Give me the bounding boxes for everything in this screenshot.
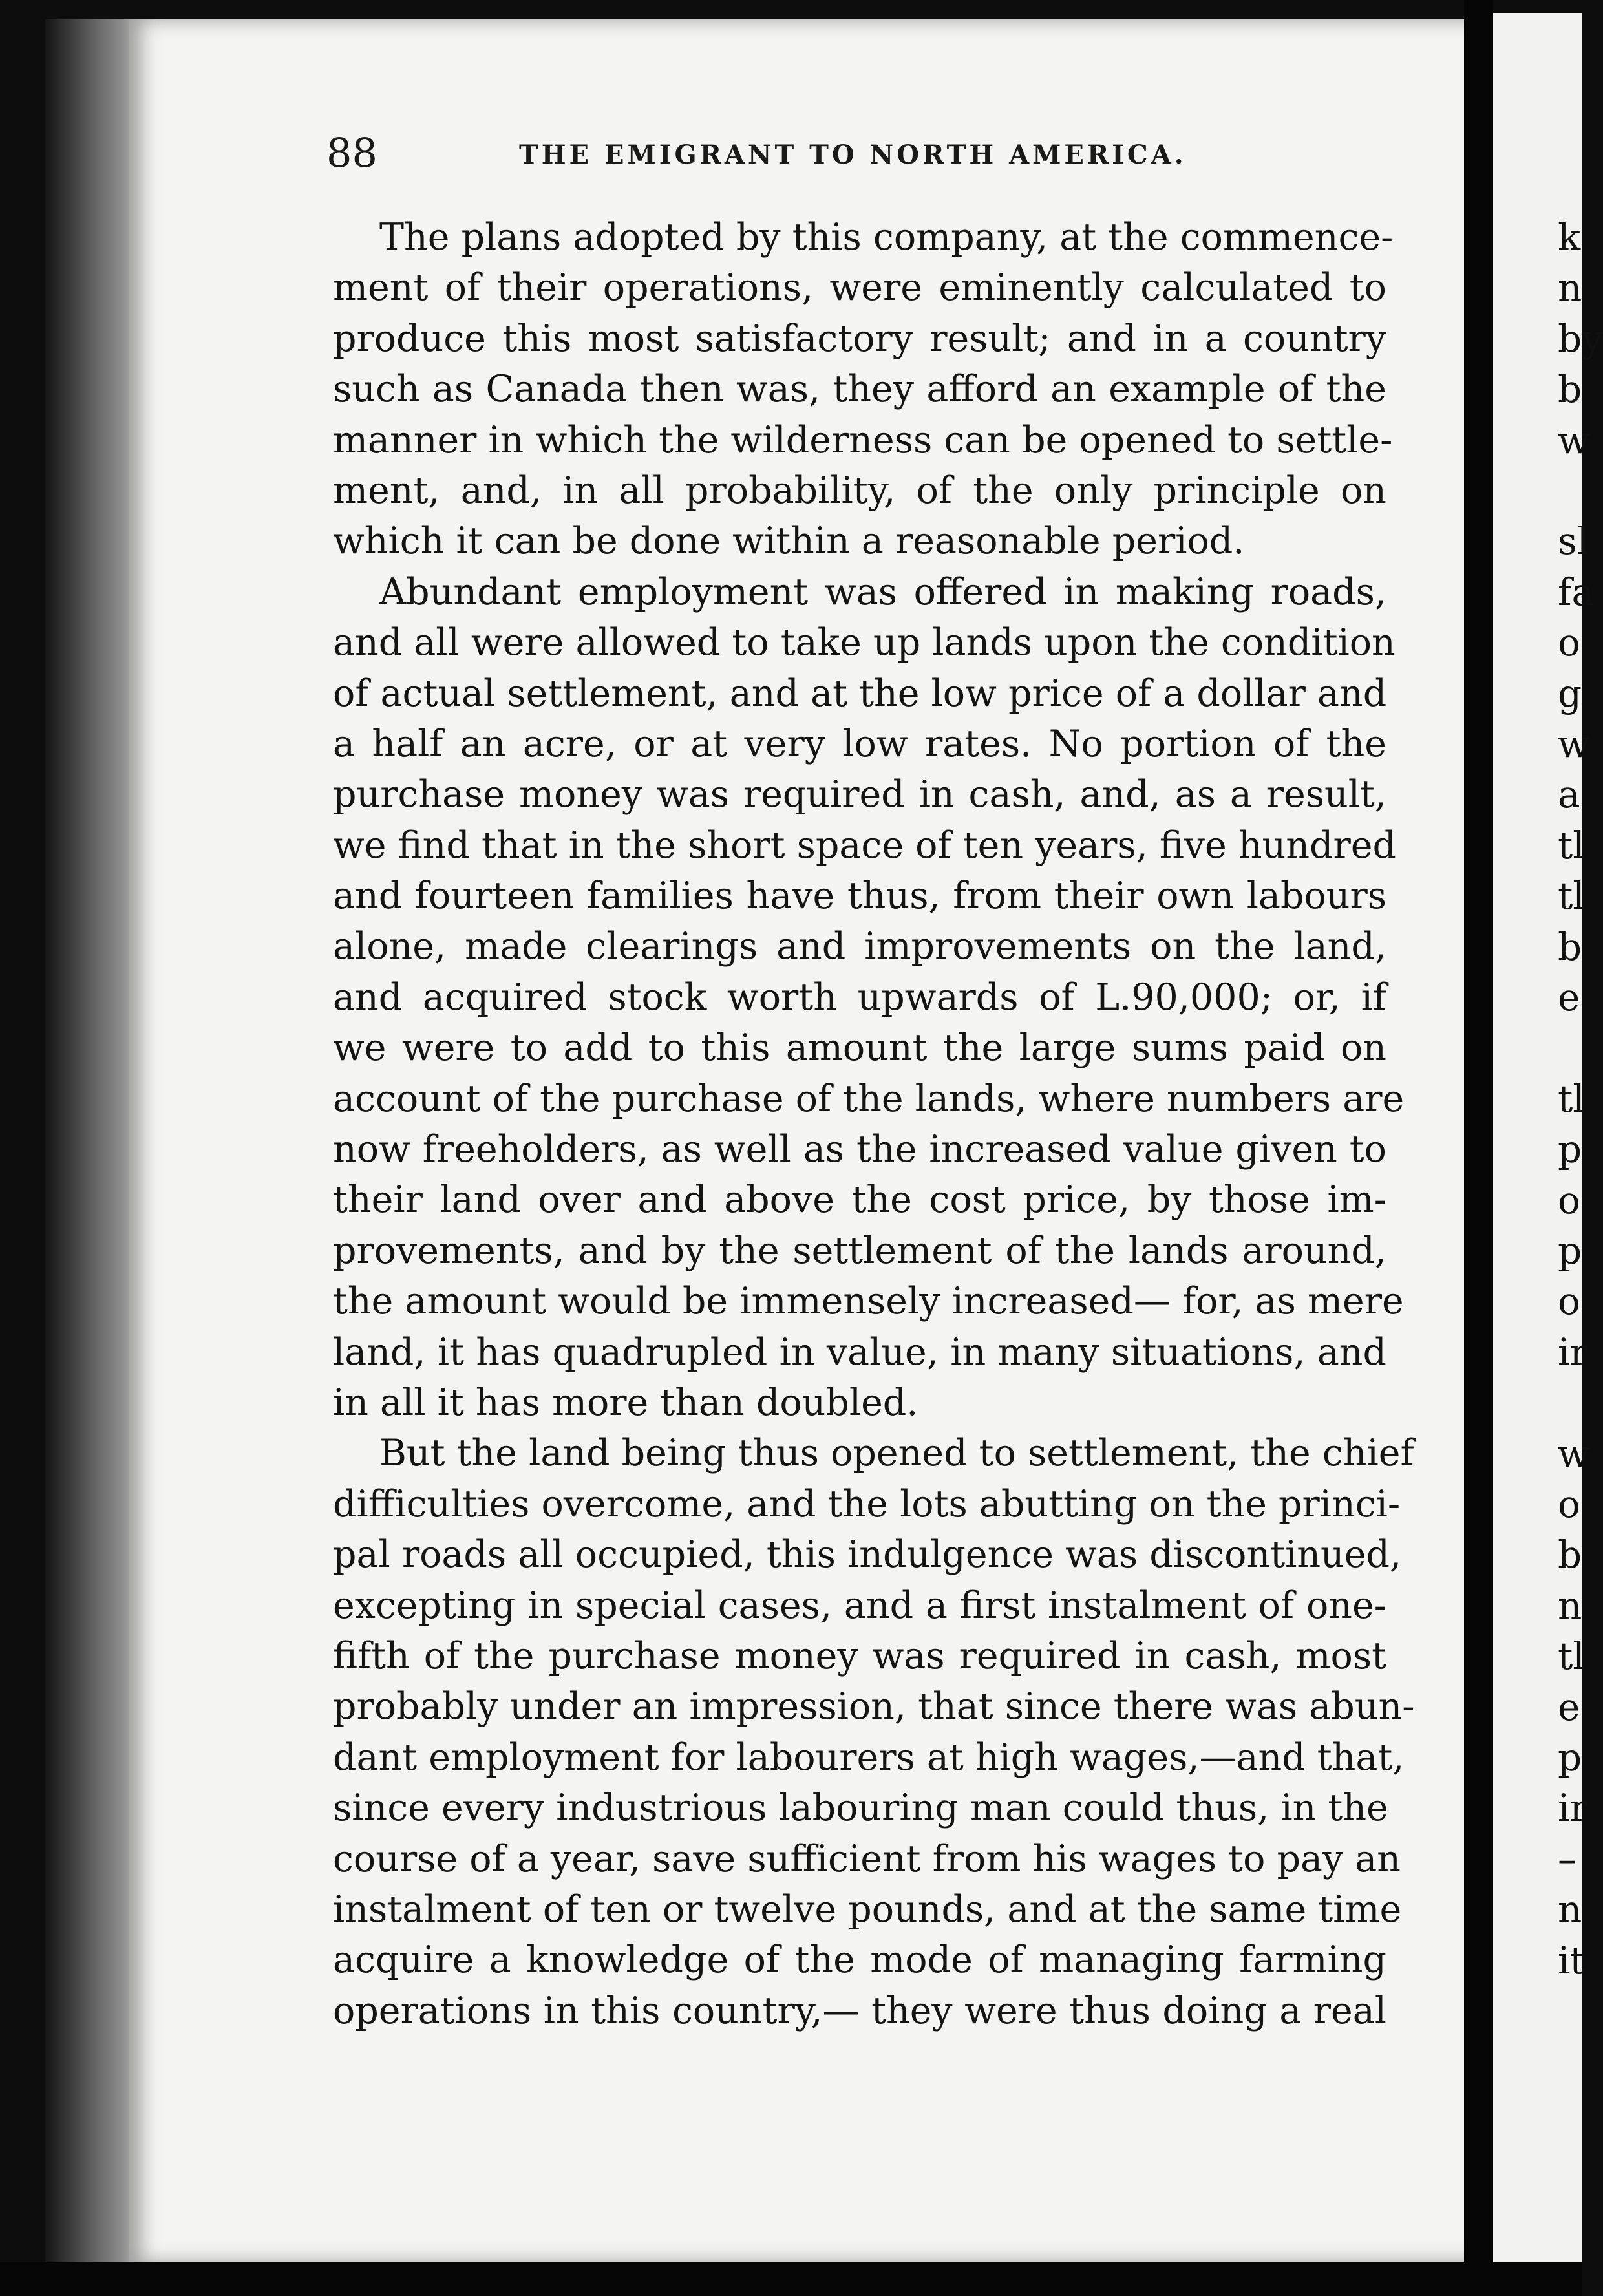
facing-page-fragment-text: p bbox=[1558, 1736, 1582, 1780]
text-line: The plans adopted by this company, at the commence- bbox=[379, 216, 1394, 259]
facing-page-fragment-text: o bbox=[1558, 1178, 1580, 1222]
facing-page-fragment-text: by bbox=[1558, 316, 1603, 361]
text-line: which it can be done within a reasonable period. bbox=[333, 520, 1245, 563]
facing-page-fragment-text: e bbox=[1558, 1685, 1580, 1729]
text-line: fifth of the purchase money was required in cash, most bbox=[333, 1634, 1386, 1677]
text-line: purchase money was required in cash, and, as a result, bbox=[333, 773, 1386, 816]
running-title: THE EMIGRANT TO NORTH AMERICA. bbox=[519, 140, 1187, 170]
facing-page-fragment-text: w bbox=[1558, 722, 1590, 766]
facing-page-fragment-text: n bbox=[1558, 1583, 1582, 1628]
facing-page-fragment-text: tl bbox=[1558, 823, 1585, 867]
text-line: such as Canada then was, they afford an example of the bbox=[333, 368, 1386, 411]
facing-page-fragment-text: tl bbox=[1558, 1076, 1585, 1121]
text-line: ment of their operations, were eminently calculated to bbox=[333, 266, 1386, 310]
text-line: the amount would be immensely increased— for, as mere bbox=[333, 1280, 1404, 1323]
facing-page-fragment-text: w bbox=[1558, 1431, 1590, 1476]
facing-page-fragment-text: o bbox=[1558, 1279, 1580, 1324]
facing-page-fragment-text: b bbox=[1558, 924, 1582, 969]
body-text bbox=[333, 212, 1415, 2036]
text-line: we find that in the short space of ten years, five hundred bbox=[333, 824, 1396, 867]
text-line: provements, and by the settlement of the lands around, bbox=[333, 1229, 1386, 1272]
text-line: dant employment for labourers at high wages,—and that, bbox=[333, 1736, 1405, 1779]
facing-page-fragment-text: e bbox=[1558, 975, 1580, 1019]
text-line: alone, made clearings and improvements on the land, bbox=[333, 925, 1386, 968]
facing-page-fragment-text: o bbox=[1558, 1482, 1580, 1526]
text-line: produce this most satisfactory result; and in a country bbox=[333, 317, 1386, 360]
page-number: 88 bbox=[326, 129, 377, 176]
book-gutter bbox=[1464, 0, 1493, 2296]
text-line: excepting in special cases, and a first instalment of one- bbox=[333, 1584, 1386, 1627]
paragraph-1 bbox=[333, 212, 1394, 567]
text-line: account of the purchase of the lands, where numbers are bbox=[333, 1077, 1405, 1120]
text-line: and all were allowed to take up lands upon the condition bbox=[333, 621, 1396, 664]
text-line: But the land being thus opened to settlement, the chief bbox=[379, 1432, 1414, 1475]
facing-page-fragment-text: tl bbox=[1558, 1634, 1585, 1679]
facing-page-fragment-text: a bbox=[1558, 772, 1580, 817]
text-line: course of a year, save sufficient from his wages to pay an bbox=[333, 1837, 1401, 1880]
facing-page-fragment-text: g bbox=[1558, 671, 1582, 716]
text-line: and acquired stock worth upwards of L.90,000; or, if bbox=[333, 975, 1386, 1019]
scan-bottom-border bbox=[0, 2262, 1582, 2296]
text-line: acquire a knowledge of the mode of managing farming bbox=[333, 1939, 1386, 1982]
text-line: manner in which the wilderness can be opened to settle- bbox=[333, 418, 1393, 462]
facing-page-fragment-text: ir bbox=[1558, 1330, 1588, 1374]
facing-page-fragment-text: fa bbox=[1558, 569, 1595, 614]
text-line: a half an acre, or at very low rates. No portion of the bbox=[333, 722, 1386, 765]
text-line: Abundant employment was offered in making roads, bbox=[379, 570, 1386, 613]
facing-page-fragment-text: ir bbox=[1558, 1786, 1588, 1831]
text-line: land, it has quadrupled in value, in many situations, and bbox=[333, 1330, 1386, 1374]
text-line: difficulties overcome, and the lots abutting on the princi- bbox=[333, 1482, 1401, 1525]
facing-page-fragment-text: b bbox=[1558, 367, 1582, 412]
facing-page-fragment-text: n bbox=[1558, 1887, 1582, 1932]
text-line: probably under an impression, that since there was abun- bbox=[333, 1685, 1415, 1728]
facing-page-fragment-text: p bbox=[1558, 1229, 1582, 1273]
text-line: we were to add to this amount the large sums paid on bbox=[333, 1026, 1386, 1070]
facing-page-fragment-text: o bbox=[1558, 621, 1580, 665]
paragraph-3 bbox=[333, 1428, 1415, 2036]
text-line: their land over and above the cost price, by those im- bbox=[333, 1178, 1386, 1222]
paragraph-2 bbox=[333, 567, 1405, 1429]
text-line: of actual settlement, and at the low price of a dollar and bbox=[333, 672, 1387, 715]
text-line: operations in this country,— they were thus doing a real bbox=[333, 1989, 1386, 2032]
facing-page-fragment-text: it bbox=[1558, 1938, 1585, 1982]
text-line: instalment of ten or twelve pounds, and at the same time bbox=[333, 1887, 1402, 1931]
facing-page-fragment-text: tl bbox=[1558, 874, 1585, 919]
facing-page-fragment-text: sl bbox=[1558, 519, 1589, 564]
text-line: now freeholders, as well as the increased value given to bbox=[333, 1128, 1386, 1171]
facing-page-fragment-text: p bbox=[1558, 1127, 1582, 1172]
facing-page-fragment bbox=[1493, 13, 1603, 2269]
text-line: ment, and, in all probability, of the only principle on bbox=[333, 469, 1386, 512]
facing-page-fragment-text: – bbox=[1558, 1836, 1576, 1881]
text-line: since every industrious labouring man could thus, in the bbox=[333, 1787, 1388, 1830]
book-page-edges bbox=[45, 19, 142, 2269]
facing-page-fragment-text: w bbox=[1558, 418, 1590, 462]
text-line: in all it has more than doubled. bbox=[333, 1381, 918, 1424]
facing-page-fragment-text: b bbox=[1558, 1533, 1582, 1577]
facing-page-fragment-text: n bbox=[1558, 266, 1582, 310]
text-line: and fourteen families have thus, from their own labours bbox=[333, 875, 1386, 918]
running-head bbox=[326, 129, 1386, 181]
facing-page-fragment-text: k bbox=[1558, 215, 1581, 259]
text-line: pal roads all occupied, this indulgence was discontinued, bbox=[333, 1533, 1402, 1577]
